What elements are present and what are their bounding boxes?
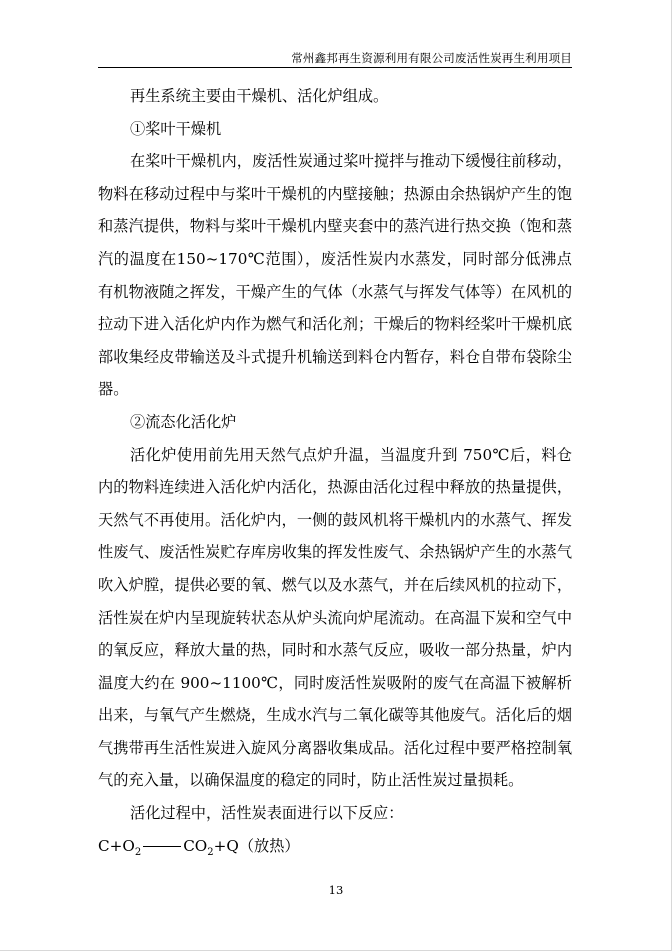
equation-product: CO [183, 836, 208, 855]
document-body [98, 80, 572, 862]
paragraph-paddle-dryer: 在桨叶干燥机内，废活性炭通过桨叶搅拌与推动下缓慢往前移动，物料在移动过程中与桨叶干燥机的内壁接触；热源由余热锅炉产生的饱和蒸汽提供，物料与桨叶干燥机内壁夹套中的蒸汽进行热交换（饱和蒸汽的温度在150~170℃范围），废活性炭内水蒸发，同时部分低沸点有机物液随之挥发，干燥产生的气体（水蒸气与挥发气体等）在风机的拉动下进入活化炉内作为燃气和活化剂；干燥后的物料经桨叶干燥机底部收集经皮带输送及斗式提升机输送到料仓内暂存，料仓自带布袋除尘器。 [98, 152, 572, 399]
equation-heat: +Q [213, 836, 239, 855]
equation-note: （放热） [238, 836, 300, 855]
equation-product-subscript: 2 [207, 846, 214, 858]
section-heading-fluidized-activation-furnace: ②流态化活化炉 [130, 412, 237, 431]
reaction-equation [98, 830, 572, 863]
equation-reactant-subscript: 2 [134, 846, 142, 858]
equation-arrow-line [143, 846, 181, 847]
page-number: 13 [328, 883, 344, 897]
paragraph-activation-furnace: 活化炉使用前先用天然气点炉升温，当温度升到 750℃后，料仓内的物料连续进入活化炉内活化，热源由活化过程中释放的热量提供，天然气不再使用。活化炉内，一侧的鼓风机将干燥机内的水蒸气、挥发性废气、废活性炭贮存库房收集的挥发性废气、余热锅炉产生的水蒸气吹入炉膛，提供必要的氧、燃气以及水蒸气，并在后续风机的拉动下，活性炭在炉内呈现旋转状态从炉头流向炉尾流动。在高温下炭和空气中的氧反应，释放大量的热，同时和水蒸气反应，吸收一部分热量，炉内温度大约在 900~1100℃，同时废活性炭吸附的废气在高温下被解析出来，与氧气产生燃烧，生成水汽与二氧化碳等其他废气。活化后的烟气携带再生活性炭进入旋风分离器收集成品。活化过程中要严格控制氧气的充入量，以确保温度的稳定的同时，防止活性炭过量损耗。 [98, 445, 572, 790]
section-heading-paddle-dryer: ①桨叶干燥机 [130, 119, 222, 138]
paragraph-reaction-intro: 活化过程中，活性炭表面进行以下反应： [130, 804, 404, 823]
header-rule [98, 67, 572, 68]
equation-reactants: C+O [98, 836, 135, 855]
page-header: 常州鑫邦再生资源利用有限公司废活性炭再生利用项目 [291, 51, 572, 65]
intro-paragraph: 再生系统主要由干燥机、活化炉组成。 [130, 87, 389, 105]
